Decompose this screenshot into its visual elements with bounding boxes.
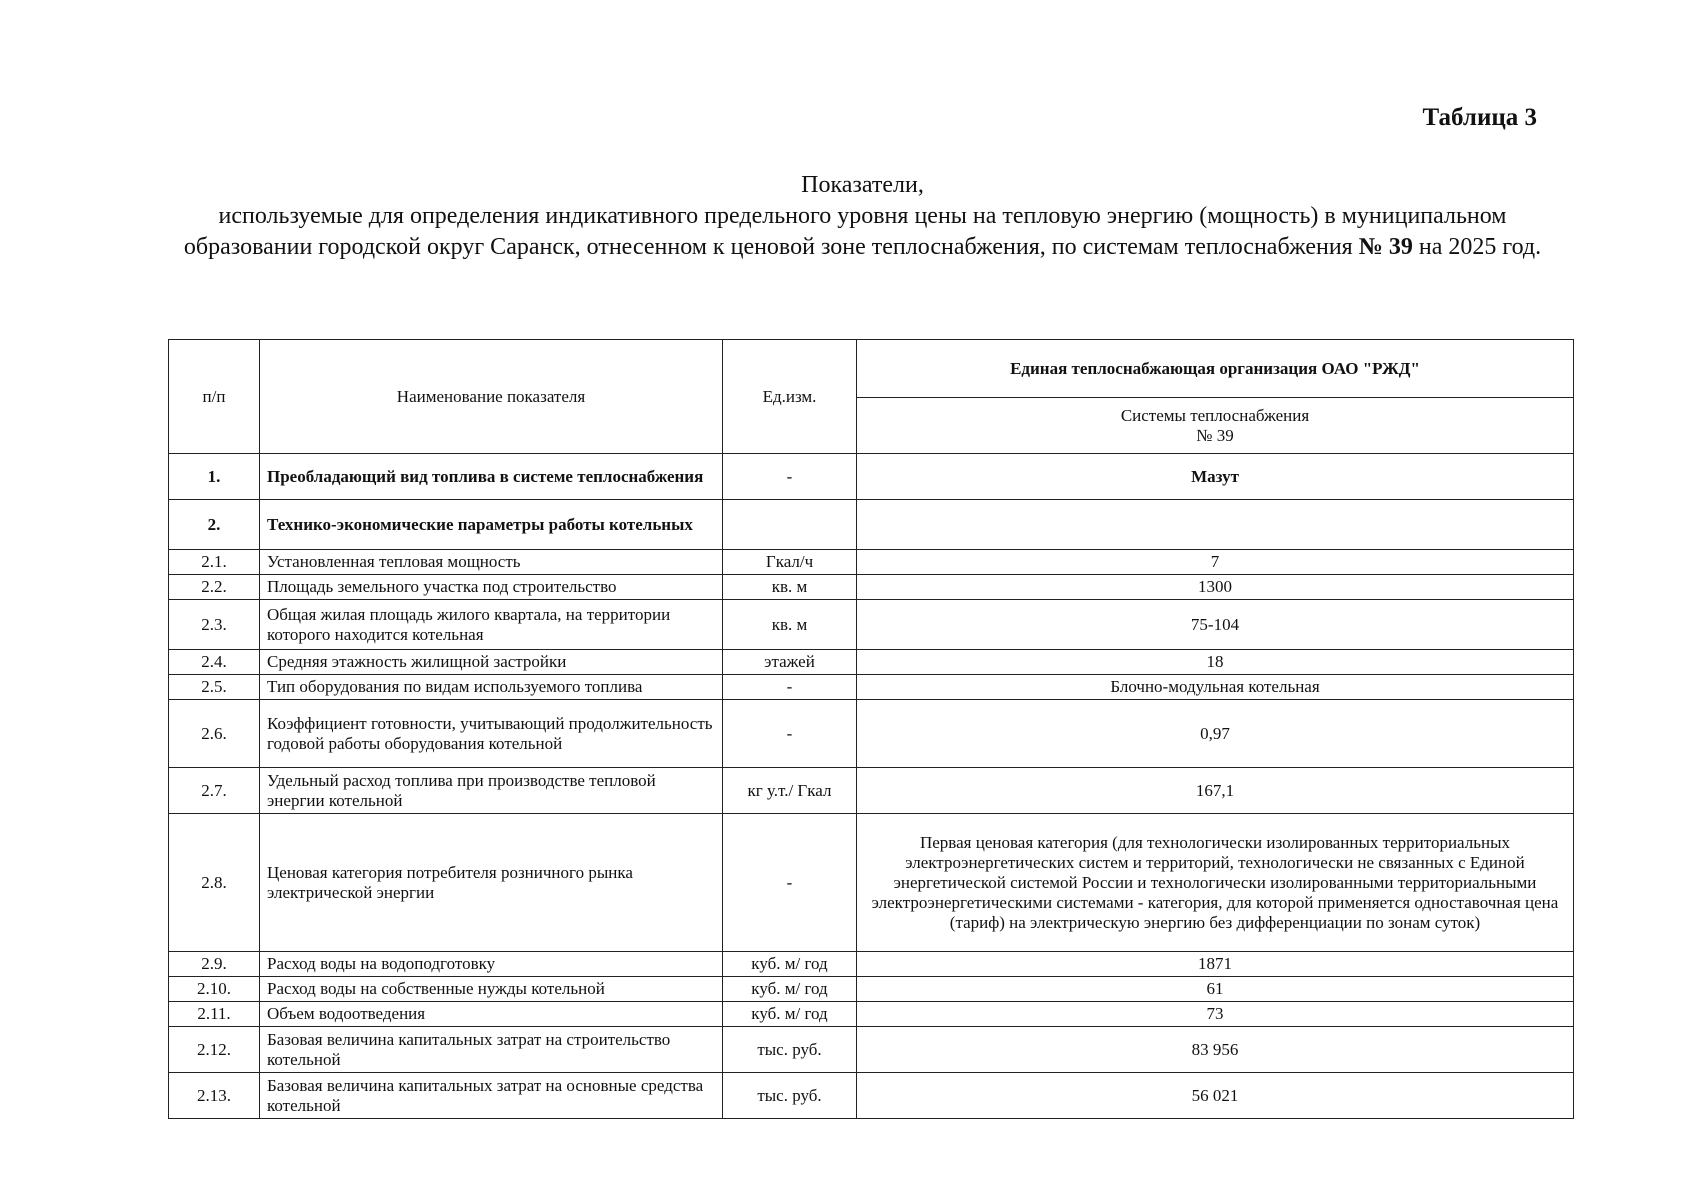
row-num: 2.6. <box>169 700 260 768</box>
row-value: 61 <box>857 977 1574 1002</box>
header-systems-label: Системы теплоснабжения <box>1120 405 1310 425</box>
row-num: 2.8. <box>169 814 260 952</box>
row-unit: - <box>723 454 857 500</box>
row-num: 2.2. <box>169 575 260 600</box>
row-value: Блочно-модульная котельная <box>857 675 1574 700</box>
header-system-number: № 39 <box>1196 425 1234 445</box>
row-unit: - <box>723 675 857 700</box>
table-row <box>169 1073 1574 1119</box>
row-unit: кг у.т./ Гкал <box>723 768 857 814</box>
row-value: 0,97 <box>857 700 1574 768</box>
row-num: 1. <box>169 454 260 500</box>
header-num: п/п <box>169 340 260 454</box>
row-value: 1871 <box>857 952 1574 977</box>
row-num: 2. <box>169 500 260 550</box>
row-num: 2.1. <box>169 550 260 575</box>
row-name: Ценовая категория потребителя розничного рынка электрической энергии <box>260 814 723 952</box>
row-num: 2.11. <box>169 1002 260 1027</box>
header-unit: Ед.изм. <box>723 340 857 454</box>
row-name: Базовая величина капитальных затрат на основные средства котельной <box>260 1073 723 1119</box>
row-num: 2.4. <box>169 650 260 675</box>
row-unit: тыс. руб. <box>723 1073 857 1119</box>
row-name: Технико-экономические параметры работы котельных <box>260 500 723 550</box>
row-name: Расход воды на собственные нужды котельной <box>260 977 723 1002</box>
heading-year: на 2025 год. <box>1418 234 1542 260</box>
row-unit: куб. м/ год <box>723 1002 857 1027</box>
row-value: 167,1 <box>857 768 1574 814</box>
table-row <box>169 700 1574 768</box>
row-num: 2.3. <box>169 600 260 650</box>
table-row <box>169 768 1574 814</box>
row-unit: кв. м <box>723 575 857 600</box>
row-unit: - <box>723 814 857 952</box>
table-row <box>169 1027 1574 1073</box>
header-org: Единая теплоснабжающая организация ОАО "РЖД" <box>857 340 1574 398</box>
header-row <box>169 340 1574 398</box>
table-row <box>169 650 1574 675</box>
indicators-table <box>168 339 1574 1119</box>
row-name: Общая жилая площадь жилого квартала, на территории которого находится котельная <box>260 600 723 650</box>
row-unit: кв. м <box>723 600 857 650</box>
table-row <box>169 814 1574 952</box>
row-value <box>857 500 1574 550</box>
row-name: Удельный расход топлива при производстве тепловой энергии котельной <box>260 768 723 814</box>
row-unit: Гкал/ч <box>723 550 857 575</box>
row-name: Коэффициент готовности, учитывающий продолжительность годовой работы оборудования котельной <box>260 700 723 768</box>
table-row <box>169 575 1574 600</box>
table-row <box>169 454 1574 500</box>
row-num: 2.13. <box>169 1073 260 1119</box>
row-value: 1300 <box>857 575 1574 600</box>
row-value: 83 956 <box>857 1027 1574 1073</box>
row-num: 2.7. <box>169 768 260 814</box>
row-num: 2.10. <box>169 977 260 1002</box>
row-value: 56 021 <box>857 1073 1574 1119</box>
heading-text: используемые для определения индикативного предельного уровня цены на тепловую энергию (мощность) в муниципальном образовании городской округ Саранск, отнесенном к ценовой зоне теплоснабжения, по системам теплоснабжения <box>183 203 1507 260</box>
row-unit: куб. м/ год <box>723 977 857 1002</box>
row-name: Тип оборудования по видам используемого топлива <box>260 675 723 700</box>
row-name: Преобладающий вид топлива в системе теплоснабжения <box>260 454 723 500</box>
row-unit: этажей <box>723 650 857 675</box>
heading-title: Показатели, <box>801 172 924 198</box>
table-row <box>169 977 1574 1002</box>
row-num: 2.12. <box>169 1027 260 1073</box>
row-num: 2.5. <box>169 675 260 700</box>
row-value: Первая ценовая категория (для технологически изолированных территориальных электроэнергетических систем и территорий, технологически не связанных с Единой энергетической системой России и технологически изолированными территориальными электроэнергетическими системами - категория, для которой применяется одноставочная цена (тариф) на электрическую энергию без дифференциации по зонам суток) <box>857 814 1574 952</box>
row-unit <box>723 500 857 550</box>
row-value: Мазут <box>857 454 1574 500</box>
row-unit: тыс. руб. <box>723 1027 857 1073</box>
table-row <box>169 952 1574 977</box>
row-value: 75-104 <box>857 600 1574 650</box>
row-name: Расход воды на водоподготовку <box>260 952 723 977</box>
row-unit: - <box>723 700 857 768</box>
row-name: Объем водоотведения <box>260 1002 723 1027</box>
row-num: 2.9. <box>169 952 260 977</box>
row-name: Базовая величина капитальных затрат на строительство котельной <box>260 1027 723 1073</box>
header-name: Наименование показателя <box>260 340 723 454</box>
table-row <box>169 600 1574 650</box>
table-row <box>169 550 1574 575</box>
row-name: Площадь земельного участка под строительство <box>260 575 723 600</box>
heading-system-number: № 39 <box>1358 234 1413 260</box>
table-row <box>169 1002 1574 1027</box>
table-row <box>169 675 1574 700</box>
row-value: 73 <box>857 1002 1574 1027</box>
table-label: Таблица 3 <box>1422 104 1537 131</box>
row-value: 7 <box>857 550 1574 575</box>
row-value: 18 <box>857 650 1574 675</box>
header-systems <box>857 398 1574 454</box>
document-heading <box>180 170 1545 263</box>
row-name: Установленная тепловая мощность <box>260 550 723 575</box>
table-row <box>169 500 1574 550</box>
row-name: Средняя этажность жилищной застройки <box>260 650 723 675</box>
row-unit: куб. м/ год <box>723 952 857 977</box>
